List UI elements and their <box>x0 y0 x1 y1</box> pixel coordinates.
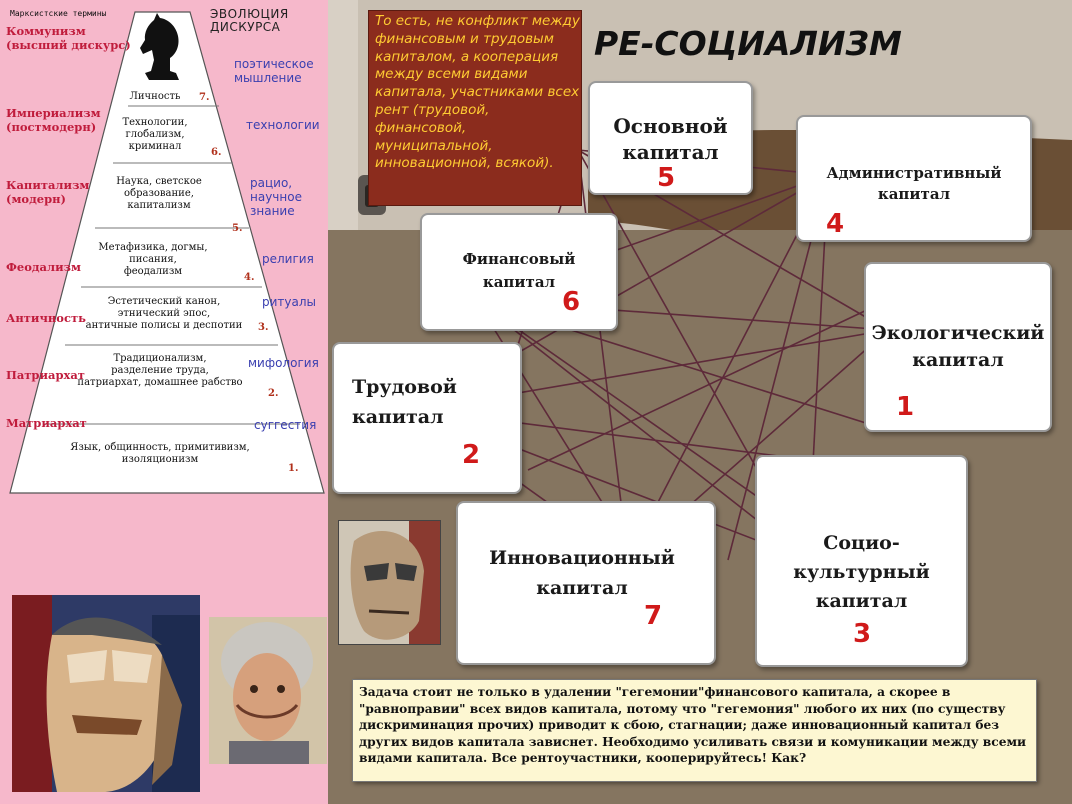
capital-number-finans: 6 <box>562 287 581 317</box>
discourse-rituals: ритуалы <box>262 295 317 309</box>
capital-number-innov: 7 <box>644 601 663 631</box>
capital-box-eco <box>864 262 1052 432</box>
level-4-number: 4. <box>244 272 255 283</box>
bottom-note-box <box>352 679 1037 782</box>
level-6-text: Технологии, глобализм, криминал <box>122 117 188 152</box>
left-panel <box>0 0 328 804</box>
quote-text: То есть, не конфликт между финансовым и трудовым капиталом, а кооперация между всеми видами капитала, участниками всех рент (трудовой, финансовой, муниципальной, инновационной, всякой). <box>375 13 580 172</box>
level-1-text: Язык, общинность, примитивизм, изоляционизм <box>70 442 250 465</box>
era-patriarchy: Патриархат <box>6 368 85 382</box>
marxist-terms-label: Марксистские термины <box>10 9 107 18</box>
capital-box-admin <box>796 115 1032 242</box>
capital-label-eco: Экологический капитал <box>871 322 1045 371</box>
sketch-portrait <box>338 520 441 645</box>
quote-box <box>368 10 582 206</box>
era-matriarchy: Матриархат <box>6 416 87 430</box>
discourse-technology: технологии <box>246 118 320 132</box>
era-capitalism: Капитализм (модерн) <box>6 178 90 206</box>
era-imperialism: Империализм (постмодерн) <box>6 106 101 134</box>
level-7-number: 7. <box>199 92 210 103</box>
discourse-religion: религия <box>262 252 314 266</box>
era-antiquity: Античность <box>6 311 86 325</box>
era-communism: Коммунизм (высший дискурс) <box>6 24 131 52</box>
capital-number-admin: 4 <box>826 209 845 239</box>
capital-number-eco: 1 <box>896 392 915 422</box>
evolution-title-line2: ДИСКУРСА <box>210 20 281 34</box>
capital-label-trud: Трудовой капитал <box>352 376 457 428</box>
capital-box-innov <box>456 501 716 665</box>
level-2-text: Традиционализм, разделение труда, патриархат, домашнее рабство <box>77 353 243 388</box>
capital-label-admin: Административный капитал <box>826 164 1002 203</box>
capital-label-osnovnoy: Основной капитал <box>613 114 728 164</box>
bottom-note-text: Задача стоит не только в удалении "гегемонии"финансового капитала, а скорее в "равноправии" всех видов капитала, потому что "гегемония" любого их них (по существу дискриминация прочих) приводит к сбою, стагнации; даже инновационный капитал без других видов капитала зависнет. Необходимо усиливать связи и комуникации между всеми видами капитала. Все рентоучастники, кооперируйтесь! Как? <box>359 685 1027 766</box>
level-1-number: 1. <box>288 463 299 474</box>
capital-number-socio: 3 <box>853 619 872 649</box>
level-4-text: Метафизика, догмы, писания, феодализм <box>98 242 208 277</box>
level-3-number: 3. <box>258 322 269 333</box>
capital-number-osnovnoy: 5 <box>657 163 676 193</box>
era-feudalism: Феодализм <box>6 260 81 274</box>
discourse-mythology: мифология <box>248 356 319 370</box>
level-7-text: Личность <box>129 91 181 102</box>
capital-box-finans <box>420 213 618 331</box>
discourse-suggestion: суггестия <box>254 418 317 432</box>
capital-box-socio <box>755 455 968 667</box>
level-3-text: Эстетический канон, этнический эпос, античные полисы и деспотии <box>85 296 243 331</box>
author-photo <box>209 617 327 764</box>
page-title: РЕ-СОЦИАЛИЗМ <box>594 24 902 63</box>
evolution-title-line1: ЭВОЛЮЦИЯ <box>210 7 289 21</box>
capital-label-finans: Финансовый капитал <box>462 250 576 291</box>
capital-box-trud <box>332 342 522 494</box>
painted-portrait <box>12 595 200 792</box>
capital-label-innov: Инновационный капитал <box>489 547 675 599</box>
level-2-number: 2. <box>268 388 279 399</box>
capital-label-socio: Социо- культурный капитал <box>793 532 930 612</box>
capital-box-osnovnoy <box>588 81 753 195</box>
level-6-number: 6. <box>211 147 222 158</box>
level-5-number: 5. <box>232 223 243 234</box>
capital-number-trud: 2 <box>462 440 481 470</box>
level-5-text: Наука, светское образование, капитализм <box>116 176 202 211</box>
discourse-ratio: рацио, научное знание <box>250 176 302 218</box>
discourse-poetic: поэтическое мышление <box>234 57 314 85</box>
